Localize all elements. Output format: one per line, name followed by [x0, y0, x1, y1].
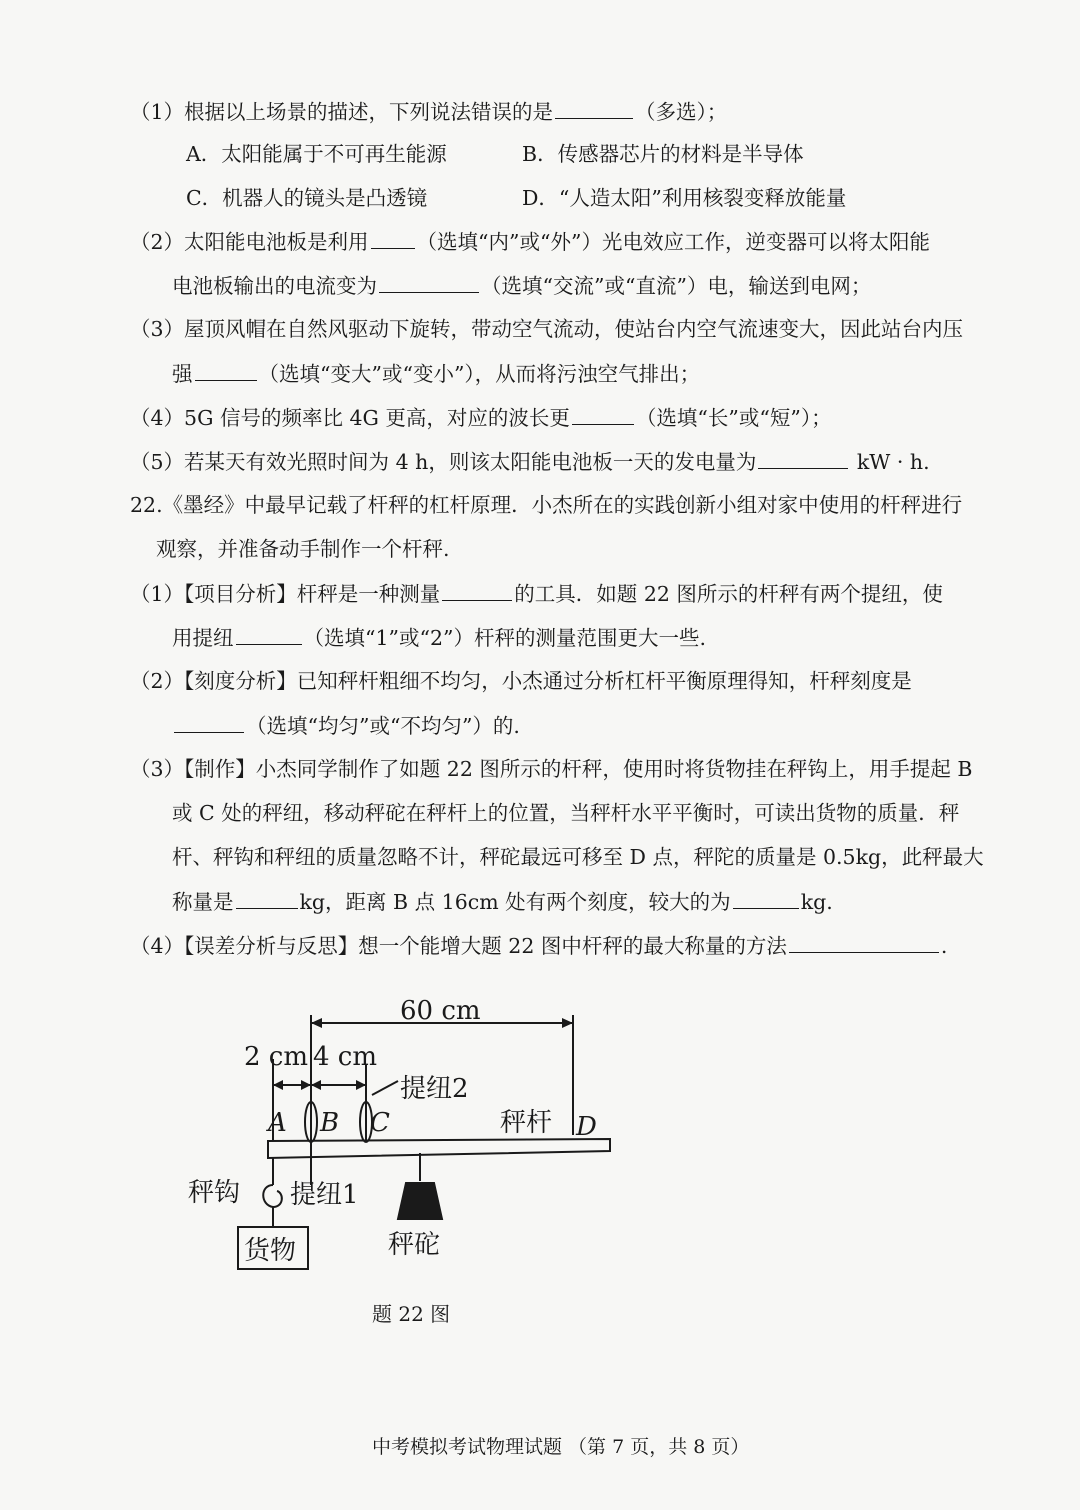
answer-blank[interactable] [236, 622, 302, 645]
label-c: C [370, 1108, 390, 1138]
label-goods: 货物 [244, 1236, 297, 1266]
answer-blank[interactable] [236, 886, 298, 909]
q21-part2-line2: 电池板输出的电流变为 （选填“交流”或“直流”）电，输送到电网； [172, 270, 871, 301]
q22-part3-line4: 称量是 kg，距离 B 点 16cm 处有两个刻度，较大的为 kg. [172, 886, 833, 917]
dim-60-label: 60 cm [400, 996, 481, 1026]
q21-part4: （4）5G 信号的频率比 4G 更高，对应的波长更 （选填“长”或“短”）； [130, 402, 832, 433]
answer-blank[interactable] [379, 270, 479, 293]
answer-blank[interactable] [733, 886, 799, 909]
q22-intro-line2: 观察，并准备动手制作一个杆秤. [156, 537, 450, 561]
label-b: B [320, 1108, 340, 1138]
q21-option-c: C．机器人的镜头是凸透镜 [186, 186, 428, 210]
answer-blank[interactable] [371, 226, 415, 249]
q22-part2-line2: （选填“均匀”或“不均匀”）的. [172, 710, 520, 741]
dim-2-label: 2 cm [244, 1042, 309, 1072]
q21-option-a: A．太阳能属于不可再生能源 [186, 142, 447, 166]
q22-part3-line1: （3）【制作】小杰同学制作了如题 22 图所示的杆秤，使用时将货物挂在秤钩上，用手提起 B [130, 757, 973, 781]
weight [398, 1183, 442, 1219]
answer-blank[interactable] [195, 358, 257, 381]
page-footer: 中考模拟考试物理试题 （第 7 页，共 8 页） [372, 1436, 750, 1458]
label-tiniu1: 提纽1 [290, 1180, 359, 1210]
label-gan: 秤杆 [500, 1108, 553, 1138]
label-a: A [268, 1108, 287, 1138]
label-tiniu2: 提纽2 [400, 1074, 469, 1104]
q21-part5: （5）若某天有效光照时间为 4 h，则该太阳能电池板一天的发电量为 kW · h. [130, 446, 930, 477]
answer-blank[interactable] [555, 96, 633, 119]
q22-part2-line1: （2）【刻度分析】已知秤杆粗细不均匀，小杰通过分析杠杆平衡原理得知，杆秤刻度是 [130, 669, 912, 693]
answer-blank[interactable] [572, 402, 634, 425]
hook [263, 1185, 282, 1207]
label-tuo: 秤砣 [388, 1230, 441, 1260]
q22-part3-line3: 杆、秤钩和秤纽的质量忽略不计，秤砣最远可移至 D 点，秤陀的质量是 0.5kg，此秤最大 [172, 845, 984, 869]
figure-caption: 题 22 图 [372, 1302, 451, 1326]
beam [268, 1139, 610, 1158]
q21-part3-line2: 强 （选填“变大”或“变小”），从而将污浊空气排出； [172, 358, 700, 389]
q22-part4: （4）【误差分析与反思】想一个能增大题 22 图中杆秤的最大称量的方法 . [130, 930, 947, 961]
steelyard-diagram [180, 985, 630, 1285]
q22-part3-line2: 或 C 处的秤纽，移动秤砣在秤杆上的位置，当秤杆水平平衡时，可读出货物的质量．秤 [172, 801, 960, 825]
answer-blank[interactable] [789, 930, 939, 953]
q22-part1-line2: 用提纽 （选填“1”或“2”）杆秤的测量范围更大一些. [172, 622, 706, 653]
q22-intro-line1: 22.《墨经》中最早记载了杆秤的杠杆原理．小杰所在的实践创新小组对家中使用的杆秤进行 [130, 493, 963, 517]
q21-part1: （1）根据以上场景的描述，下列说法错误的是 （多选）； [130, 96, 727, 127]
label-gou: 秤钩 [188, 1178, 241, 1208]
answer-blank[interactable] [174, 710, 244, 733]
answer-blank[interactable] [758, 446, 848, 469]
q21-part3-line1: （3）屋顶风帽在自然风驱动下旋转，带动空气流动，使站台内空气流速变大，因此站台内压 [130, 317, 964, 341]
answer-blank[interactable] [442, 578, 512, 601]
label-d: D [576, 1112, 597, 1142]
dim-4-label: 4 cm [313, 1042, 378, 1072]
q21-option-d: D．“人造太阳”利用核裂变释放能量 [522, 186, 847, 210]
q21-option-b: B．传感器芯片的材料是半导体 [522, 142, 804, 166]
q22-part1-line1: （1）【项目分析】杆秤是一种测量 的工具．如题 22 图所示的杆秤有两个提纽，使 [130, 578, 943, 609]
q21-part2-line1: （2）太阳能电池板是利用 （选填“内”或“外”）光电效应工作，逆变器可以将太阳能 [130, 226, 930, 257]
